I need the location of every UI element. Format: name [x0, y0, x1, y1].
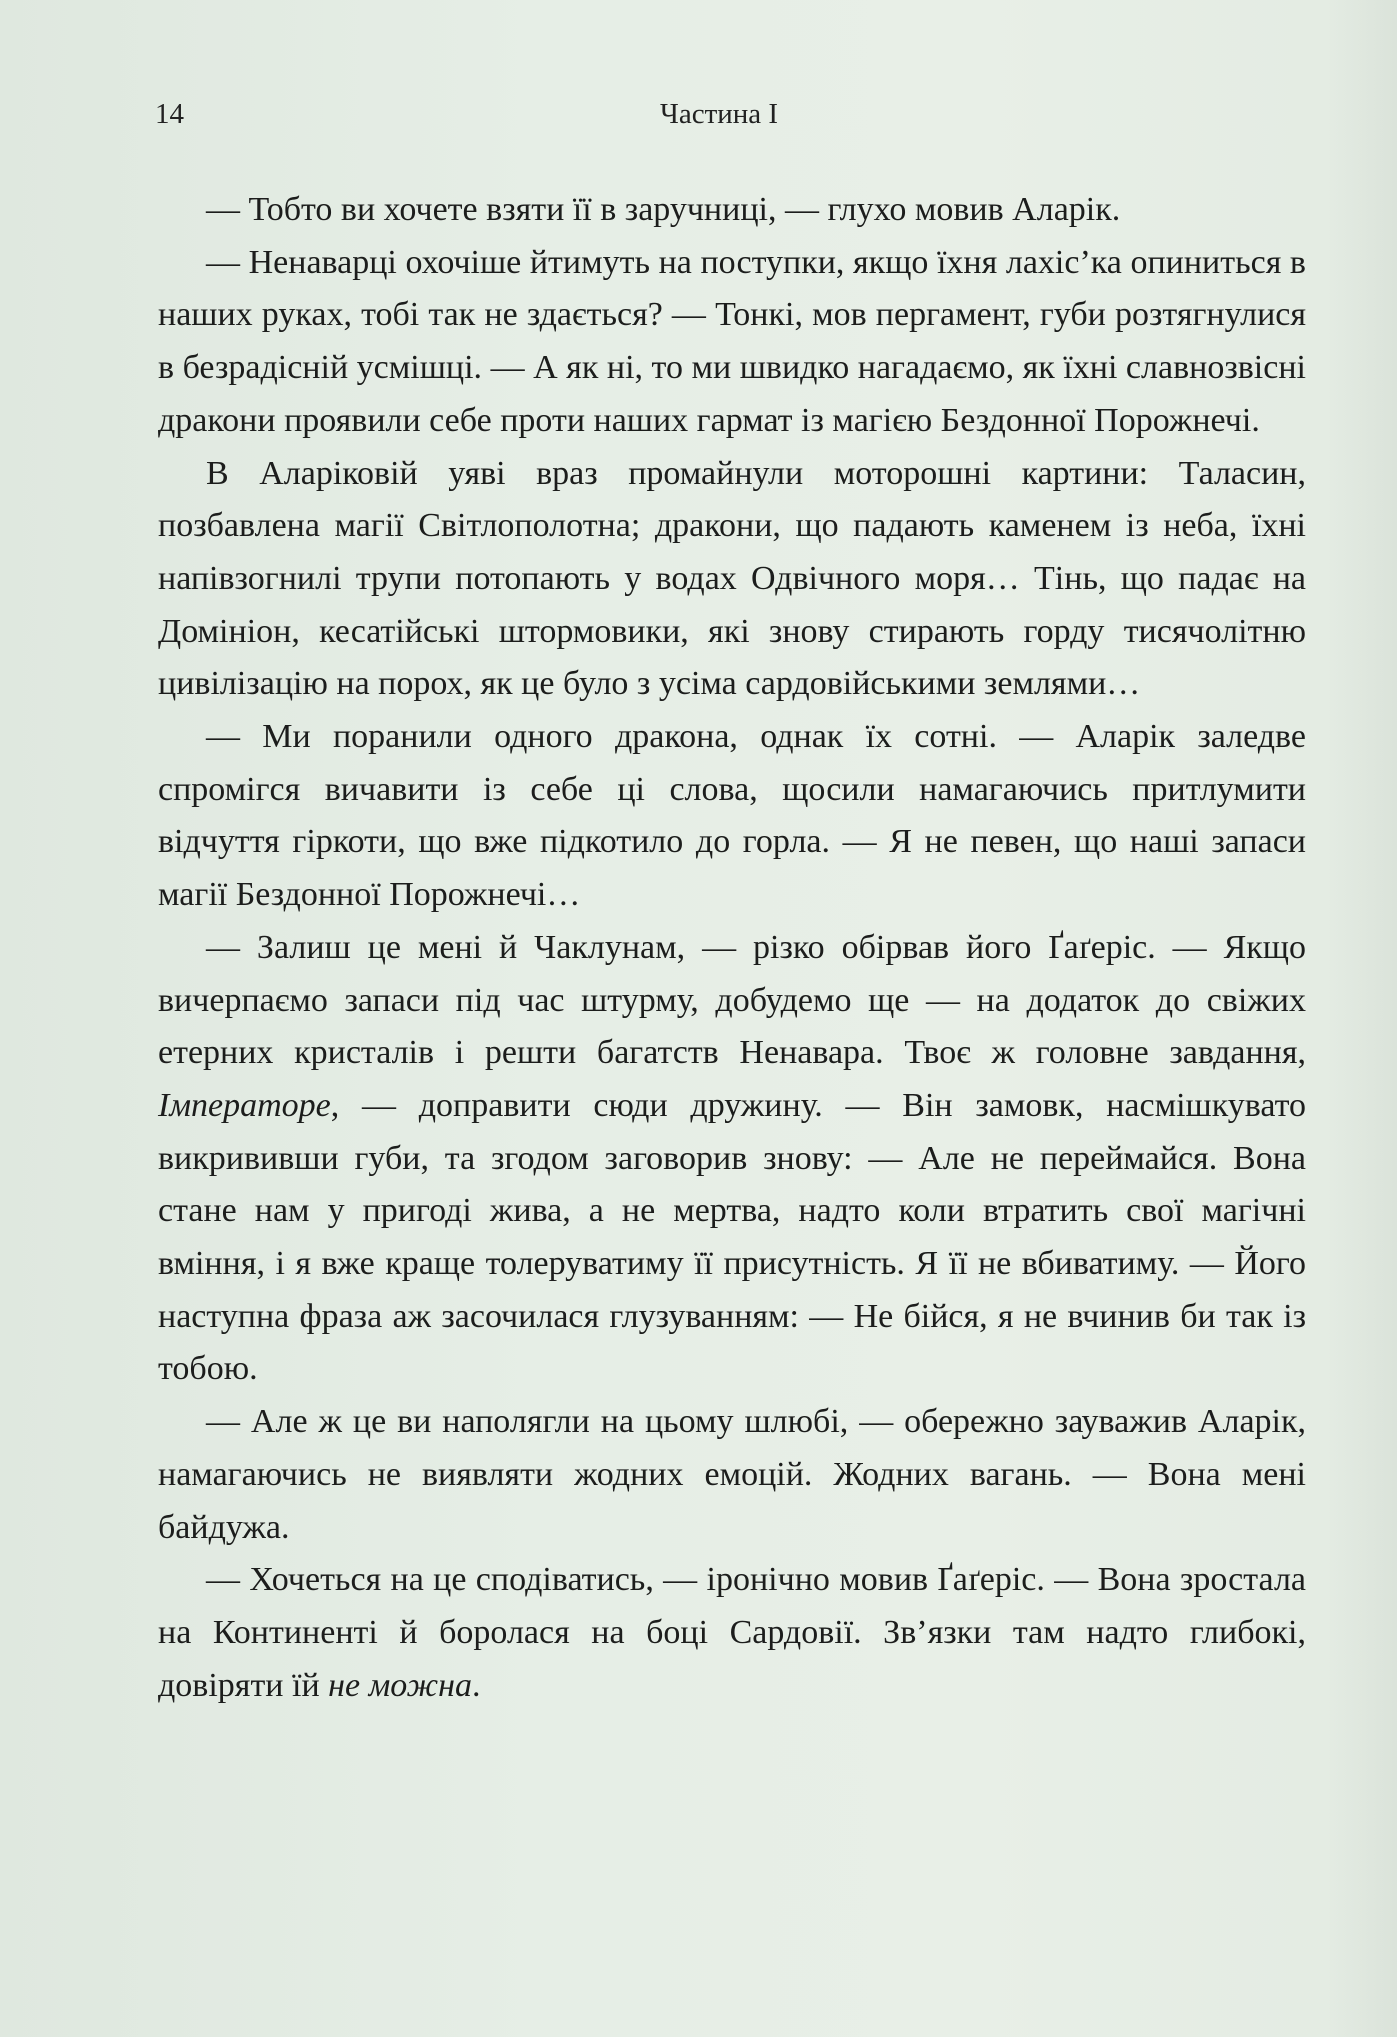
page-header: [0, 90, 1397, 138]
italic-segment: не можна: [328, 1666, 472, 1704]
text-segment: — Ненаварці охочіше йтимуть на поступки, якщо їхня лахіс’ка опиниться в наших руках, тобі так не здається? — Тонкі, мов пергамент, губи розтягнулися в безрадісній усмішці. — А як ні, то ми швидко нагадаємо, як їхні славнозвісні дракони проявили себе проти наших гармат із магією Бездонної Порожнечі.: [158, 243, 1306, 439]
text-segment: — Залиш це мені й Чаклунам, — різко обірвав його Ґаґеріс. — Якщо вичерпаємо запаси під час штурму, добудемо ще — на додаток до свіжих етерних кристалів і решти багатств Ненавара. Твоє ж головне завдання,: [158, 928, 1306, 1072]
text-segment: — Хочеться на це сподіватись, — іронічно мовив Ґаґеріс. — Вона зростала на Континенті й боролася на боці Сардовії. Зв’язки там надто глибокі, довіряти їй: [158, 1561, 1306, 1704]
paragraph: [158, 1554, 1306, 1712]
text-segment: , — доправити сюди дружину. — Він замовк, насмішкувато викрививши губи, та згодом заговорив знову: — Але не переймайся. Вона стане нам у пригоді жива, а не мертва, надто коли втратить свої магічні вміння, і я вже краще толеруватиму її присутність. Я її не вбиватиму. — Його наступна фраза аж засочилася глузуванням: — Не бійся, я не вчинив би так із тобою.: [158, 1086, 1306, 1388]
page-number: 14: [155, 98, 184, 130]
paragraph: [158, 711, 1306, 922]
running-head: Частина І: [660, 98, 779, 130]
paragraph: [158, 184, 1306, 237]
page-gutter-shadow: [1327, 0, 1397, 2037]
paragraph: [158, 922, 1306, 1396]
text-segment: — Ми поранили одного дракона, однак їх сотні. — Аларік заледве спромігся вичавити із себе ці слова, щосили намагаючись притлумити відчуття гіркоти, що вже підкотило до горла. — Я не певен, що наші запаси магії Бездонної Порожнечі…: [158, 718, 1306, 914]
body-text: [158, 184, 1306, 1712]
paragraph: [158, 237, 1306, 448]
text-segment: — Тобто ви хочете взяти її в заручниці, — глухо мовив Аларік.: [206, 191, 1121, 228]
text-segment: В Аларіковій уяві враз промайнули моторошні картини: Таласин, позбавлена магії Світлополотна; дракони, що падають каменем із неба, їхні напівзогнилі трупи потопають у водах Одвічного моря… Тінь, що падає на Домініон, кесатійські штормовики, які знову стирають горду тисячолітню цивілізацію на порох, як це було з усіма сардовійськими землями…: [158, 454, 1306, 703]
italic-segment: Імператоре: [158, 1086, 331, 1124]
text-segment: .: [471, 1666, 481, 1704]
paragraph: [158, 448, 1306, 712]
text-segment: — Але ж це ви наполягли на цьому шлюбі, — обережно зауважив Аларік, намагаючись не виявляти жодних емоцій. Жодних вагань. — Вона мені байдужа.: [158, 1403, 1306, 1546]
paragraph: [158, 1396, 1306, 1554]
